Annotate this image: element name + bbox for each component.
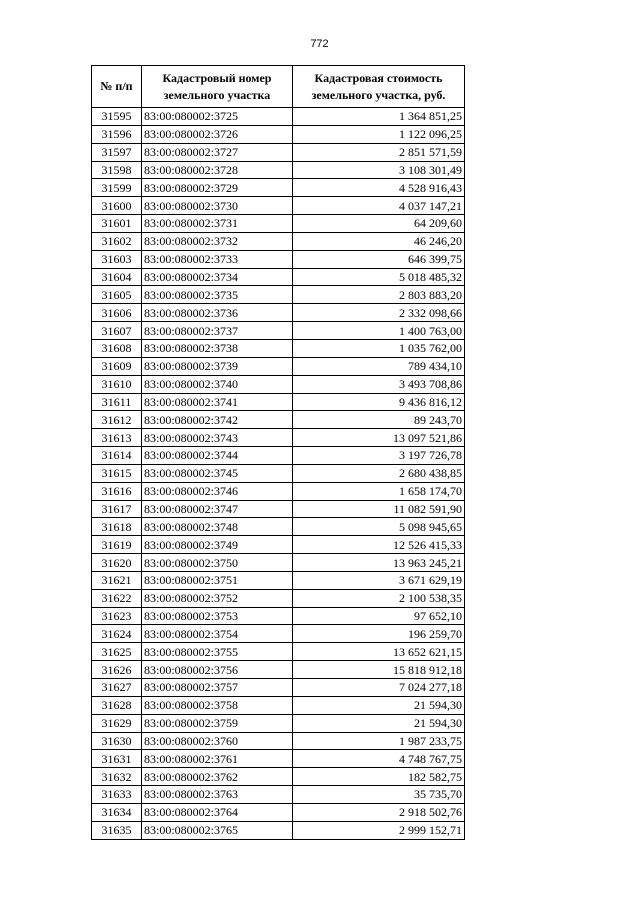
- table-row: [92, 393, 465, 411]
- row-number: 31623: [92, 607, 142, 625]
- table-row: [92, 304, 465, 322]
- table-row: [92, 357, 465, 375]
- cadastral-number: 83:00:080002:3731: [142, 215, 293, 233]
- table-row: [92, 554, 465, 572]
- table-row: [92, 732, 465, 750]
- row-number: 31620: [92, 554, 142, 572]
- table-row: [92, 197, 465, 215]
- row-number: 31607: [92, 322, 142, 340]
- cadastral-number: 83:00:080002:3759: [142, 714, 293, 732]
- row-number: 31635: [92, 821, 142, 839]
- table-row: [92, 179, 465, 197]
- cadastral-cost: 2 332 098,66: [293, 304, 465, 322]
- cadastral-number: 83:00:080002:3726: [142, 125, 293, 143]
- cadastral-number: 83:00:080002:3736: [142, 304, 293, 322]
- table-header-row: [92, 66, 465, 108]
- table-row: [92, 108, 465, 126]
- row-number: 31601: [92, 215, 142, 233]
- header-num: № п/п: [92, 66, 142, 108]
- table-row: [92, 679, 465, 697]
- cadastral-number: 83:00:080002:3732: [142, 232, 293, 250]
- cadastral-cost: 1 364 851,25: [293, 108, 465, 126]
- table-row: [92, 625, 465, 643]
- cadastral-cost: 1 035 762,00: [293, 339, 465, 357]
- table-row: [92, 464, 465, 482]
- row-number: 31618: [92, 518, 142, 536]
- row-number: 31598: [92, 161, 142, 179]
- cadastral-number: 83:00:080002:3757: [142, 679, 293, 697]
- cadastral-number: 83:00:080002:3733: [142, 250, 293, 268]
- table-row: [92, 482, 465, 500]
- cadastral-cost: 35 735,70: [293, 786, 465, 804]
- row-number: 31616: [92, 482, 142, 500]
- cadastral-number: 83:00:080002:3754: [142, 625, 293, 643]
- cadastral-number: 83:00:080002:3743: [142, 429, 293, 447]
- row-number: 31602: [92, 232, 142, 250]
- table-row: [92, 232, 465, 250]
- cadastral-cost: 4 528 916,43: [293, 179, 465, 197]
- cadastral-cost: 3 108 301,49: [293, 161, 465, 179]
- cadastral-number: 83:00:080002:3746: [142, 482, 293, 500]
- table-row: [92, 268, 465, 286]
- cadastral-number: 83:00:080002:3747: [142, 500, 293, 518]
- cadastral-number: 83:00:080002:3734: [142, 268, 293, 286]
- row-number: 31621: [92, 571, 142, 589]
- table-row: [92, 429, 465, 447]
- table-row: [92, 821, 465, 839]
- header-cadastral-number: Кадастровый номер земельного участка: [142, 66, 293, 108]
- cadastral-cost: 12 526 415,33: [293, 536, 465, 554]
- table-row: [92, 589, 465, 607]
- cadastral-number: 83:00:080002:3751: [142, 571, 293, 589]
- cadastral-number: 83:00:080002:3758: [142, 696, 293, 714]
- cadastral-number: 83:00:080002:3753: [142, 607, 293, 625]
- cadastral-cost: 7 024 277,18: [293, 679, 465, 697]
- cadastral-number: 83:00:080002:3762: [142, 768, 293, 786]
- cadastral-number: 83:00:080002:3735: [142, 286, 293, 304]
- cadastral-cost: 646 399,75: [293, 250, 465, 268]
- table-row: [92, 768, 465, 786]
- row-number: 31625: [92, 643, 142, 661]
- cadastral-value-table: [91, 65, 465, 840]
- cadastral-number: 83:00:080002:3750: [142, 554, 293, 572]
- cadastral-number: 83:00:080002:3727: [142, 143, 293, 161]
- table-row: [92, 411, 465, 429]
- row-number: 31599: [92, 179, 142, 197]
- cadastral-cost: 2 100 538,35: [293, 589, 465, 607]
- cadastral-cost: 3 671 629,19: [293, 571, 465, 589]
- table-row: [92, 322, 465, 340]
- row-number: 31628: [92, 696, 142, 714]
- cadastral-number: 83:00:080002:3748: [142, 518, 293, 536]
- cadastral-cost: 9 436 816,12: [293, 393, 465, 411]
- row-number: 31612: [92, 411, 142, 429]
- row-number: 31604: [92, 268, 142, 286]
- cadastral-cost: 2 680 438,85: [293, 464, 465, 482]
- table-row: [92, 696, 465, 714]
- cadastral-number: 83:00:080002:3761: [142, 750, 293, 768]
- cadastral-number: 83:00:080002:3730: [142, 197, 293, 215]
- cadastral-number: 83:00:080002:3749: [142, 536, 293, 554]
- table-row: [92, 143, 465, 161]
- row-number: 31633: [92, 786, 142, 804]
- row-number: 31614: [92, 447, 142, 465]
- cadastral-cost: 2 999 152,71: [293, 821, 465, 839]
- table-row: [92, 786, 465, 804]
- row-number: 31600: [92, 197, 142, 215]
- table-row: [92, 125, 465, 143]
- cadastral-cost: 3 493 708,86: [293, 375, 465, 393]
- cadastral-number: 83:00:080002:3744: [142, 447, 293, 465]
- row-number: 31632: [92, 768, 142, 786]
- cadastral-cost: 13 963 245,21: [293, 554, 465, 572]
- cadastral-cost: 89 243,70: [293, 411, 465, 429]
- cadastral-number: 83:00:080002:3739: [142, 357, 293, 375]
- cadastral-cost: 21 594,30: [293, 696, 465, 714]
- cadastral-number: 83:00:080002:3728: [142, 161, 293, 179]
- cadastral-number: 83:00:080002:3742: [142, 411, 293, 429]
- row-number: 31611: [92, 393, 142, 411]
- cadastral-number: 83:00:080002:3755: [142, 643, 293, 661]
- cadastral-cost: 1 658 174,70: [293, 482, 465, 500]
- table-row: [92, 161, 465, 179]
- cadastral-cost: 789 434,10: [293, 357, 465, 375]
- cadastral-cost: 2 918 502,76: [293, 803, 465, 821]
- row-number: 31626: [92, 661, 142, 679]
- row-number: 31629: [92, 714, 142, 732]
- table-row: [92, 750, 465, 768]
- row-number: 31627: [92, 679, 142, 697]
- cadastral-number: 83:00:080002:3738: [142, 339, 293, 357]
- row-number: 31630: [92, 732, 142, 750]
- row-number: 31631: [92, 750, 142, 768]
- cadastral-number: 83:00:080002:3752: [142, 589, 293, 607]
- table-row: [92, 571, 465, 589]
- row-number: 31608: [92, 339, 142, 357]
- table-row: [92, 536, 465, 554]
- cadastral-number: 83:00:080002:3737: [142, 322, 293, 340]
- table-row: [92, 215, 465, 233]
- row-number: 31596: [92, 125, 142, 143]
- cadastral-cost: 2 803 883,20: [293, 286, 465, 304]
- row-number: 31615: [92, 464, 142, 482]
- table-row: [92, 447, 465, 465]
- cadastral-number: 83:00:080002:3729: [142, 179, 293, 197]
- cadastral-cost: 11 082 591,90: [293, 500, 465, 518]
- cadastral-number: 83:00:080002:3764: [142, 803, 293, 821]
- header-cadastral-cost: Кадастровая стоимость земельного участка, руб.: [293, 66, 465, 108]
- row-number: 31595: [92, 108, 142, 126]
- cadastral-cost: 1 400 763,00: [293, 322, 465, 340]
- cadastral-cost: 5 098 945,65: [293, 518, 465, 536]
- row-number: 31634: [92, 803, 142, 821]
- row-number: 31605: [92, 286, 142, 304]
- row-number: 31622: [92, 589, 142, 607]
- table-row: [92, 250, 465, 268]
- cadastral-cost: 1 987 233,75: [293, 732, 465, 750]
- cadastral-number: 83:00:080002:3740: [142, 375, 293, 393]
- cadastral-cost: 64 209,60: [293, 215, 465, 233]
- table-row: [92, 339, 465, 357]
- cadastral-number: 83:00:080002:3756: [142, 661, 293, 679]
- row-number: 31609: [92, 357, 142, 375]
- table-row: [92, 661, 465, 679]
- row-number: 31606: [92, 304, 142, 322]
- table-row: [92, 518, 465, 536]
- row-number: 31619: [92, 536, 142, 554]
- row-number: 31613: [92, 429, 142, 447]
- cadastral-cost: 2 851 571,59: [293, 143, 465, 161]
- table-row: [92, 375, 465, 393]
- table-row: [92, 714, 465, 732]
- cadastral-cost: 15 818 912,18: [293, 661, 465, 679]
- cadastral-number: 83:00:080002:3765: [142, 821, 293, 839]
- page-number: 772: [310, 38, 329, 50]
- cadastral-number: 83:00:080002:3741: [142, 393, 293, 411]
- cadastral-number: 83:00:080002:3725: [142, 108, 293, 126]
- row-number: 31617: [92, 500, 142, 518]
- cadastral-number: 83:00:080002:3763: [142, 786, 293, 804]
- cadastral-cost: 3 197 726,78: [293, 447, 465, 465]
- row-number: 31597: [92, 143, 142, 161]
- cadastral-cost: 5 018 485,32: [293, 268, 465, 286]
- table-row: [92, 607, 465, 625]
- cadastral-cost: 4 037 147,21: [293, 197, 465, 215]
- table-row: [92, 803, 465, 821]
- table-row: [92, 286, 465, 304]
- cadastral-cost: 1 122 096,25: [293, 125, 465, 143]
- cadastral-cost: 97 652,10: [293, 607, 465, 625]
- row-number: 31624: [92, 625, 142, 643]
- cadastral-cost: 196 259,70: [293, 625, 465, 643]
- cadastral-cost: 13 097 521,86: [293, 429, 465, 447]
- cadastral-cost: 182 582,75: [293, 768, 465, 786]
- table-body: [92, 108, 465, 840]
- cadastral-cost: 46 246,20: [293, 232, 465, 250]
- cadastral-number: 83:00:080002:3745: [142, 464, 293, 482]
- row-number: 31610: [92, 375, 142, 393]
- cadastral-cost: 4 748 767,75: [293, 750, 465, 768]
- cadastral-cost: 21 594,30: [293, 714, 465, 732]
- cadastral-number: 83:00:080002:3760: [142, 732, 293, 750]
- table-row: [92, 500, 465, 518]
- table-row: [92, 643, 465, 661]
- cadastral-cost: 13 652 621,15: [293, 643, 465, 661]
- row-number: 31603: [92, 250, 142, 268]
